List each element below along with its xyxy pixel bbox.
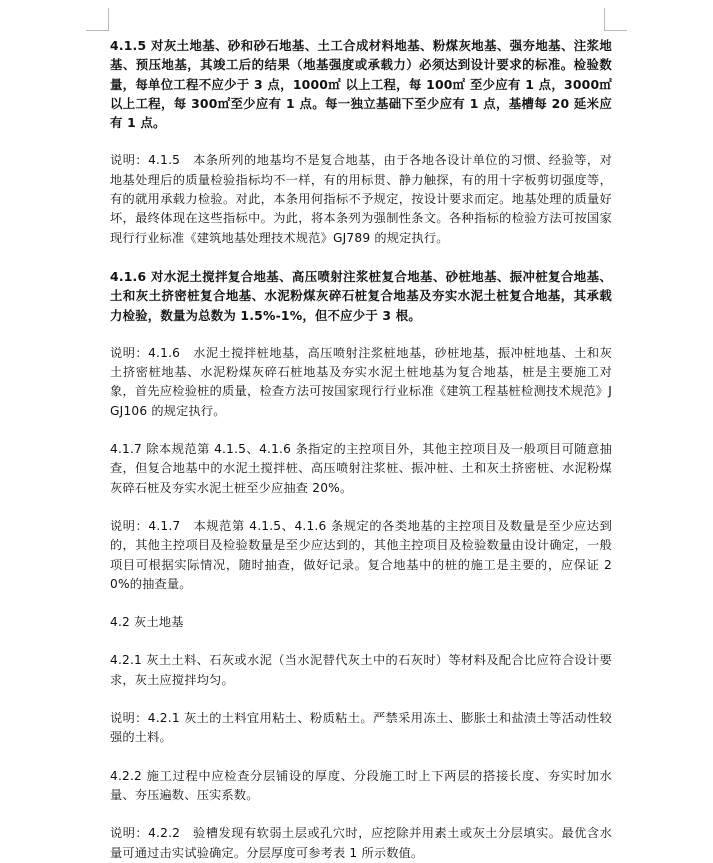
explanation-4-1-7: 说明：4.1.7 本规范第 4.1.5、4.1.6 条规定的各类地基的主控项目及数量是至少应达到的，其他主控项目及检验数量是至少应达到的，其他主控项目及检验数量由设计确定，一般项目可根据实际情况，随时抽查，做好记录。复合地基中的桩的施工是主要的，应保证 20%的抽查量。 xyxy=(110,518,612,591)
clause-4-2-1: 4.2.1 灰土土料、石灰或水泥（当水泥替代灰土中的石灰时）等材料及配合比应符合设计要求，灰土应搅拌均匀。 xyxy=(110,653,612,687)
explanation-4-1-6: 说明：4.1.6 水泥土搅拌桩地基，高压喷射注浆桩地基，砂桩地基，振冲桩地基、土和灰土挤密桩地基、水泥粉煤灰碎石桩地基及夯实水泥土桩地基为复合地基，桩是主要施工对象，首先应检验桩的质量，检查方法可按国家现行行业标准《建筑工程基桩检测技术规范》JGJ106 的规定执行。 xyxy=(110,345,612,418)
section-heading-4-2: 4.2 灰土地基 xyxy=(110,615,184,630)
explanation-4-1-5: 说明：4.1.5 本条所列的地基均不是复合地基，由于各地各设计单位的习惯、经验等，对地基处理后的质量检验指标均不一样，有的用标贯、静力触探，有的用十字板剪切强度等，有的就用承载力检验。对此，本条用何指标不予规定，按设计要求而定。地基处理的质量好坏，最终体现在这些指标中。为此，将本条列为强制性条文。各种指标的检验方法可按国家现行行业标准《建筑地基处理技术规范》GJ789 的规定执行。 xyxy=(110,153,612,245)
explanation-4-2-2: 说明：4.2.2 验槽发现有软弱土层或孔穴时，应挖除并用素土或灰土分层填实。最优含水量可通过击实试验确定。分层厚度可参考表 1 所示数值。 xyxy=(110,826,612,860)
clause-4-2-2: 4.2.2 施工过程中应检查分层铺设的厚度、分段施工时上下两层的搭接长度、夯实时加水量、夯压遍数、压实系数。 xyxy=(110,768,612,802)
clause-4-1-6: 4.1.6 对水泥土搅拌复合地基、高压喷射注浆桩复合地基、砂桩地基、振冲桩复合地基、土和灰土挤密桩复合地基、水泥粉煤灰碎石桩复合地基及夯实水泥土桩复合地基，其承载力检验，数量为总数为 1.5%-1%，但不应少于 3 根。 xyxy=(110,268,612,323)
document-body[interactable] xyxy=(110,36,612,863)
margin-corner-mark-right xyxy=(604,8,627,31)
clause-4-1-7: 4.1.7 除本规范第 4.1.5、4.1.6 条指定的主控项目外，其他主控项目及一般项目可随意抽查，但复合地基中的水泥土搅拌桩、高压喷射注浆桩、振冲桩、土和灰土挤密桩、水泥粉煤灰碎石桩及夯实水泥土桩至少应抽查 20%。 xyxy=(110,442,612,495)
clause-4-1-5: 4.1.5 对灰土地基、砂和砂石地基、土工合成材料地基、粉煤灰地基、强夯地基、注浆地基、预压地基，其竣工后的结果（地基强度或承载力）必须达到设计要求的标准。检验数量，每单位工程不应少于 3 点，1000㎡ 以上工程，每 100㎡ 至少应有 1 点，3000㎡以上工程，每 300㎡至少应有 1 点。每一独立基础下至少应有 1 点，基槽每 20 延米应有 1 点。 xyxy=(110,38,612,131)
explanation-4-2-1: 说明：4.2.1 灰土的土料宜用粘土、粉质粘土。严禁采用冻土、膨胀土和盐渍土等活动性较强的土料。 xyxy=(110,711,612,745)
margin-corner-mark-left xyxy=(86,8,109,31)
